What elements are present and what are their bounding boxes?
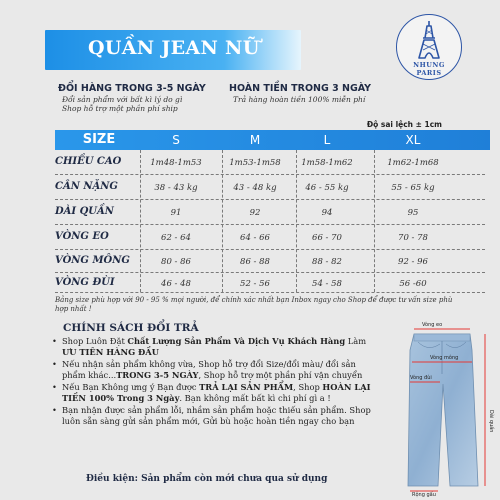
table-cell: 92 [249,208,261,218]
size-header-l: L [323,133,331,147]
brand-logo [396,14,462,80]
row-separator [55,249,485,250]
row-separator [55,224,485,225]
column-separator [296,150,297,292]
table-cell: 62 - 64 [161,233,191,243]
list-item: • Shop Luôn Đặt Chất Lượng Sản Phẩm Và Dịch Vụ Khách Hàng Làm ƯU TIÊN HÀNG ĐẦU [52,336,380,358]
thigh-label: Vòng đùi [410,375,432,381]
table-cell: 95 [407,208,419,218]
return-policy-title: CHÍNH SÁCH ĐỔI TRẢ [63,322,199,334]
list-item: • Bạn nhận được sản phẩm lỗi, nhầm sản phẩm hoặc thiếu sản phẩm. Shop luôn sẵn sàng gửi sản phẩm mới, Gửi bù hoặc hoàn tiền ngay cho bạn [52,405,380,427]
hip-label: Vòng mông [430,355,459,361]
tolerance-note: Độ sai lệch ± 1cm [366,120,442,129]
table-cell: 86 - 88 [240,257,270,267]
size-header-m: M [249,133,261,147]
jeans-measurement-illustration [398,318,498,498]
size-header-label: SIZE [82,132,116,147]
exchange-policy-line: Shop hỗ trợ một phần phí ship [62,104,178,113]
table-cell: 91 [170,208,182,218]
table-cell: 56 -60 [399,279,427,289]
table-cell: 70 - 78 [398,233,428,243]
refund-policy-line: Trả hàng hoàn tiền 100% miễn phí [233,95,366,104]
jeans-image [398,318,498,498]
table-cell: 1m58-1m62 [301,158,353,168]
row-label-height: CHIỀU CAO [55,156,122,167]
exchange-policy-heading: ĐỔI HÀNG TRONG 3-5 NGÀY [58,83,206,94]
row-label-hip: VÒNG MÔNG [55,255,130,266]
eiffel-tower-icon [411,20,447,60]
table-cell: 92 - 96 [398,257,428,267]
size-header-s: S [172,133,180,147]
table-cell: 43 - 48 kg [233,183,277,193]
table-cell: 1m62-1m68 [387,158,439,168]
list-item: • Nếu nhận sản phẩm không vừa, Shop hỗ trợ đổi Size/đổi màu/ đổi sản phẩm khác...TRONG 3-5 NGÀY, Shop hỗ trợ một phần phí vận chuyển [52,359,380,381]
table-cell: 54 - 58 [312,279,342,289]
row-label-weight: CÂN NẶNG [55,181,118,192]
table-cell: 1m53-1m58 [229,158,281,168]
logo-text-line1: NHUNG [413,61,445,69]
table-cell: 46 - 48 [161,279,191,289]
table-cell: 55 - 65 kg [391,183,435,193]
row-separator [55,292,485,293]
leg-opening-label: Rộng gấu [412,492,436,498]
table-cell: 66 - 70 [312,233,342,243]
row-separator [55,272,485,273]
table-cell: 80 - 86 [161,257,191,267]
logo-text-line2: PARIS [416,69,442,77]
exchange-policy-line: Đổi sản phẩm với bất kì lý do gì [62,95,183,104]
row-label-length: DÀI QUẦN [55,206,114,217]
page-title: QUẦN JEAN NỮ [88,37,260,59]
column-separator [222,150,223,292]
row-separator [55,174,485,175]
column-separator [374,150,375,292]
waist-label: Vòng eo [422,322,443,328]
refund-policy-heading: HOÀN TIỀN TRONG 3 NGÀY [229,83,372,94]
row-separator [55,199,485,200]
size-header-xl: XL [405,133,421,147]
return-policy-list [52,336,380,428]
table-cell: 88 - 82 [312,257,342,267]
condition-text: Điều kiện: Sản phẩm còn mới chưa qua sử dụng [86,474,328,484]
length-label: Dài quần [488,410,494,433]
row-label-thigh: VÒNG ĐÙI [55,277,115,288]
column-separator [140,150,141,292]
list-item: • Nếu Bạn Không ưng ý Bạn được TRẢ LẠI SẢN PHẨM, Shop HOÀN LẠI TIỀN 100% Trong 3 Ngày. Bạn không mất bất kì chi phí gì a ! [52,382,380,404]
table-cell: 38 - 43 kg [154,183,198,193]
table-cell: 64 - 66 [240,233,270,243]
size-table-footnote: Bảng size phù hợp với 90 - 95 % mọi người, để chính xác nhất bạn Inbox ngay cho Shop để được tư vấn size phù hợp nhất ! [55,296,453,313]
table-cell: 52 - 56 [240,279,270,289]
table-cell: 1m48-1m53 [150,158,202,168]
row-label-waist: VÒNG EO [55,231,109,242]
table-cell: 94 [321,208,333,218]
table-cell: 46 - 55 kg [305,183,349,193]
